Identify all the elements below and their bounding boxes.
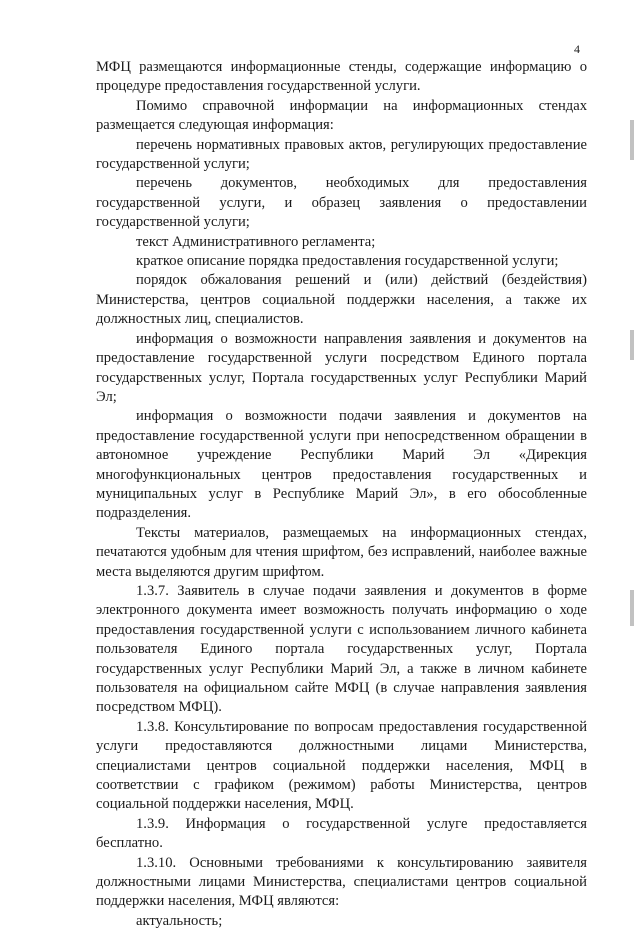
list-item: перечень документов, необходимых для предоставления государственной услуги, и образец заявления о предоставлении государственной услуги; (96, 175, 587, 231)
page-number: 4 (574, 42, 580, 56)
scan-margin-mark (630, 590, 634, 626)
list-item: текст Административного регламента; (136, 233, 376, 250)
section-1-3-9: 1.3.9. Информация о государственной услуге предоставляется бесплатно. (96, 815, 587, 852)
list-item: перечень нормативных правовых актов, регулирующих предоставление государственной услуги; (96, 136, 587, 173)
scan-margin-mark (630, 330, 634, 360)
section-1-3-10: 1.3.10. Основными требованиями к консультированию заявителя должностными лицами Министерства, специалистами центров социальной поддержки населения, МФЦ являются: (96, 854, 587, 910)
paragraph: Помимо справочной информации на информационных стендах размещается следующая информация: (96, 97, 587, 134)
list-item: информация о возможности направления заявления и документов на предоставление государственной услуги посредством Единого портала государственных услуг, Портала государственных услуг Республики Марий Эл; (96, 330, 587, 405)
section-1-3-8: 1.3.8. Консультирование по вопросам предоставления государственной услуги предоставляются должностными лицами Министерства, специалистами центров социальной поддержки населения, МФЦ в соответствии с графиком (режимом) работы Министерства, центров социальной поддержки населения, МФЦ. (96, 718, 587, 813)
list-item: порядок обжалования решений и (или) действий (бездействия) Министерства, центров социальной поддержки населения, а также их должностных лиц, специалистов. (96, 272, 587, 328)
document-body (96, 58, 587, 931)
section-1-3-7: 1.3.7. Заявитель в случае подачи заявления и документов в форме электронного документа имеет возможность получать информацию о ходе предоставления государственной услуги с использованием личного кабинета пользователя Единого портала государственных услуг, Портала государственных услуг Республики Марий Эл, а также в личном кабинете пользователя на официальном сайте МФЦ (в случае направления заявления посредством МФЦ). (96, 582, 587, 716)
scan-margin-mark (630, 120, 634, 160)
list-item: актуальность; (136, 912, 223, 929)
paragraph: МФЦ размещаются информационные стенды, содержащие информацию о процедуре предоставления государственной услуги. (96, 59, 587, 95)
list-item: краткое описание порядка предоставления государственной услуги; (136, 253, 559, 270)
paragraph: Тексты материалов, размещаемых на информационных стендах, печатаются удобным для чтения шрифтом, без исправлений, наиболее важные места выделяются другим шрифтом. (96, 524, 587, 580)
list-item: информация о возможности подачи заявления и документов на предоставление государственной услуги при непосредственном обращении в автономное учреждение Республики Марий Эл «Дирекция многофункциональных центров предоставления государственных и муниципальных услуг в Республике Марий Эл», в его обособленные подразделения. (96, 408, 587, 522)
